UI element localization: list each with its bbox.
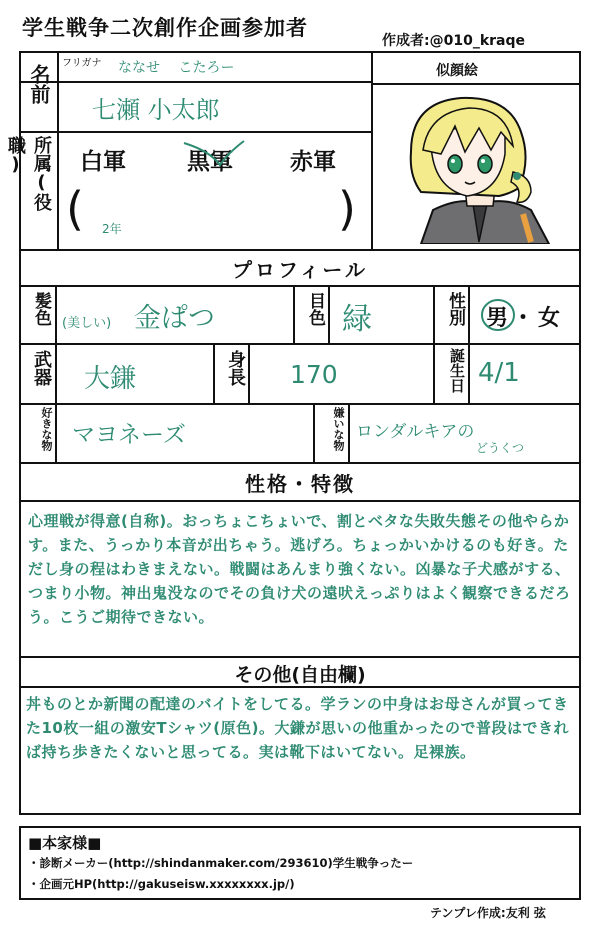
footer-line-2: ・企画元HP(http://gakuseisw.xxxxxxxx.jp/) <box>28 877 295 891</box>
army-white: 白軍 <box>80 149 126 175</box>
author-credit: 作成者:@010_kraqe <box>382 33 526 49</box>
strike-mark <box>180 135 250 175</box>
footer-heading: ■本家様■ <box>28 834 102 852</box>
weapon-value: 大鎌 <box>84 364 137 394</box>
birthday-label: 誕生日 <box>448 348 466 393</box>
birthday-value: 4/1 <box>478 358 520 388</box>
weapon-label: 武器 <box>31 350 52 386</box>
personality-heading: 性格・特徴 <box>245 472 355 496</box>
other-heading: その他(自由欄) <box>234 664 366 686</box>
gender-male: 男 <box>486 306 509 331</box>
portrait-label: 似顔絵 <box>436 63 478 79</box>
likes-value: マヨネーズ <box>72 422 186 448</box>
height-value: 170 <box>290 360 338 389</box>
dislikes-value-2: どうくつ <box>476 441 525 455</box>
name-value: 七瀬 小太郎 <box>92 96 220 124</box>
gender-female: 女 <box>538 306 561 331</box>
name-label: 名前 <box>27 64 51 104</box>
page-title: 学生戦争二次創作企画参加者 <box>22 16 308 40</box>
affiliation-label: 所属(役職) <box>5 136 52 211</box>
dislikes-label: 嫌いな物 <box>332 407 345 451</box>
profile-heading: プロフィール <box>232 258 368 282</box>
template-credit: テンプレ作成:友利 弦 <box>430 906 546 920</box>
hair-label: 髪色 <box>31 292 51 326</box>
army-black: 黒軍 <box>187 149 233 175</box>
personality-text: 心理戦が得意(自称)。おっちょこちょいで、割とベタな失敗失態その他やらかす。また、うっかり本音が出ちゃう。逃げろ。ちょっかいかけるのも好き。ただし身の程はわきまえない。戦闘はあんまり強くない。凶暴な子犬感がする、つまり小物。神出鬼没なのでその負け犬の遠吠えっぷりはよく観察できるだろう。こうご期待できない。 <box>28 512 571 626</box>
height-label: 身長 <box>225 350 246 386</box>
paren-close: ) <box>338 182 356 236</box>
footer-line-1: ・診断メーカー(http://shindanmaker.com/293610)学生戦争ったー <box>28 856 414 870</box>
eyes-value: 緑 <box>342 302 372 337</box>
paren-open: ( <box>66 182 84 236</box>
role-value: 2年 <box>102 222 122 236</box>
circle-mark <box>478 296 518 336</box>
hair-note: (美しい) <box>62 316 112 331</box>
furigana-value: ななせ こたろー <box>118 60 235 76</box>
eyes-label: 目色 <box>305 292 325 326</box>
portrait-image <box>381 92 571 244</box>
furigana-label: フリガナ <box>62 58 102 69</box>
likes-label: 好きな物 <box>40 407 53 451</box>
other-text: 丼ものとか新聞の配達のバイトをしてる。学ランの中身はお母さんが買ってきた10枚一組の激安Tシャツ(原色)。大鎌が思いの他重かったので普段はできれば持ち歩きたくないと思ってる。実は靴下はいてない。足裸族。 <box>26 695 570 761</box>
hair-value: 金ぱつ <box>134 303 215 334</box>
gender-dot: ・ <box>512 306 535 331</box>
army-red: 赤軍 <box>290 149 336 175</box>
gender-label: 性別 <box>445 292 465 326</box>
dislikes-value-1: ロンダルキアの <box>356 422 475 442</box>
